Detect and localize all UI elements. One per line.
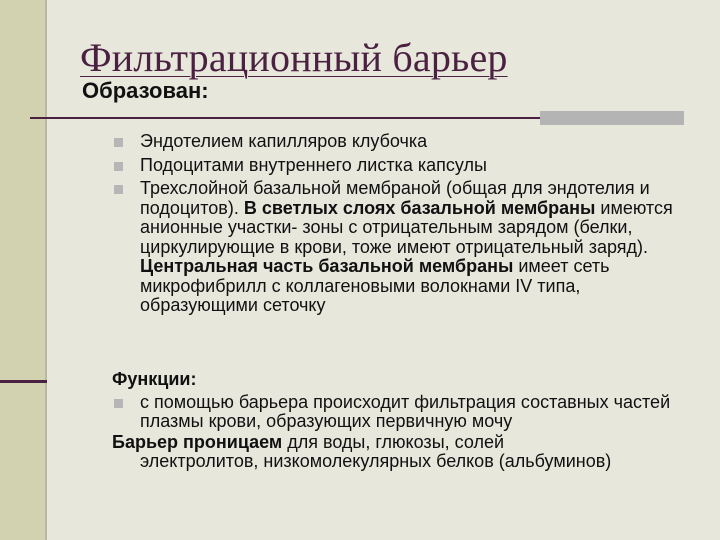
barrier-text: для воды, глюкозы, солей (282, 431, 505, 452)
functions-item (112, 393, 702, 432)
barrier-bold-text: Барьер проницаем (112, 431, 283, 452)
left-decorative-band (0, 0, 47, 540)
list-item (112, 132, 692, 152)
membrane-text-bold2: Центральная часть базальной мембраны (140, 256, 514, 276)
list-item-text: Подоцитами внутреннего листка капсулы (140, 154, 487, 175)
square-bullet-icon (114, 138, 123, 147)
functions-section (112, 370, 702, 472)
list-item (112, 156, 692, 176)
functions-heading: Функции: (112, 369, 197, 389)
divider-accent-block (540, 111, 684, 125)
left-band-accent-line (0, 380, 47, 383)
membrane-text-part1: Трехслойной базальной мембраной (общая для эндотелия и подоцитов). (140, 178, 650, 218)
title-divider-line (30, 117, 540, 119)
membrane-text-part5: имеет сеть микрофибрилл с коллагеновыми волокнами IV типа, образующими сеточку (140, 256, 610, 315)
square-bullet-icon (114, 185, 123, 194)
slide-title: Фильтрационный барьер (80, 35, 508, 80)
slide-subtitle: Образован: (82, 78, 209, 103)
list-item-text: Эндотелием капилляров клубочка (140, 131, 428, 151)
barrier-text-continued: электролитов, низкомолекулярных белков (альбуминов) (140, 451, 612, 471)
square-bullet-icon (114, 399, 123, 408)
membrane-text-part3: имеются анионные участки- зоны с отрицательным зарядом (белки, циркулирующие в крови, тоже имеют отрицательный заряд). (140, 197, 673, 257)
list-item (112, 179, 692, 316)
functions-item-text: с помощью барьера происходит фильтрация составных частей плазмы крови, образующих первичную мочу (140, 391, 671, 431)
square-bullet-icon (114, 162, 123, 171)
barrier-statement (112, 433, 702, 472)
composition-list (112, 132, 692, 320)
membrane-text-bold1: В светлых слоях базальной мембраны (243, 197, 596, 218)
